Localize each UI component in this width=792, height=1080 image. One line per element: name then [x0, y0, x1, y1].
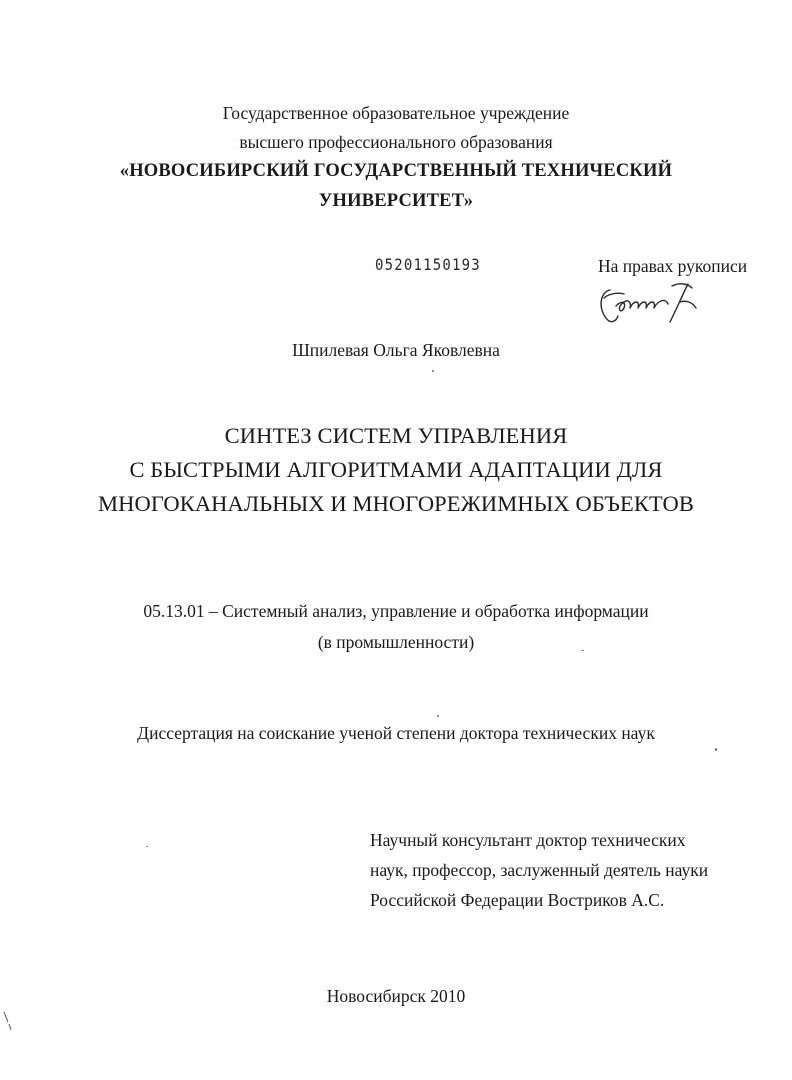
advisor-line-2: наук, профессор, заслуженный деятель науки: [370, 860, 709, 880]
institution-line-2: высшего профессионального образования: [239, 132, 553, 152]
author-name: Шпилевая Ольга Яковлевна: [292, 340, 500, 360]
handwritten-signature: [596, 278, 706, 328]
university-name-line-2: УНИВЕРСИТЕТ»: [318, 191, 474, 211]
city-year: Новосибирск 2010: [326, 986, 466, 1006]
scan-speck: [437, 715, 439, 717]
title-line-3: МНОГОКАНАЛЬНЫХ И МНОГОРЕЖИМНЫХ ОБЪЕКТОВ: [98, 491, 694, 516]
scan-speck: [715, 748, 717, 751]
advisor-line-3: Российской Федерации Востриков А.С.: [370, 890, 665, 910]
specialty-line-2: (в промышленности): [317, 632, 475, 652]
university-name-line-1: «НОВОСИБИРСКИЙ ГОСУДАРСТВЕННЫЙ ТЕХНИЧЕСКИЙ: [119, 161, 673, 181]
scan-mark: [0, 1010, 14, 1034]
advisor-line-1: Научный консультант доктор технических: [370, 830, 686, 850]
title-line-1: СИНТЕЗ СИСТЕМ УПРАВЛЕНИЯ: [224, 423, 568, 448]
institution-line-1: Государственное образовательное учреждение: [222, 103, 570, 123]
scan-speck: [146, 846, 148, 847]
scan-speck: [432, 370, 434, 372]
degree-statement: Диссертация на соискание ученой степени доктора технических наук: [137, 723, 655, 743]
manuscript-note: На правах рукописи: [598, 256, 748, 276]
title-line-2: С БЫСТРЫМИ АЛГОРИТМАМИ АДАПТАЦИИ ДЛЯ: [129, 457, 663, 482]
catalog-number-stamp: 05201150193: [375, 256, 481, 275]
scan-speck: [581, 650, 584, 651]
specialty-line-1: 05.13.01 – Системный анализ, управление и обработка информации: [143, 601, 649, 621]
